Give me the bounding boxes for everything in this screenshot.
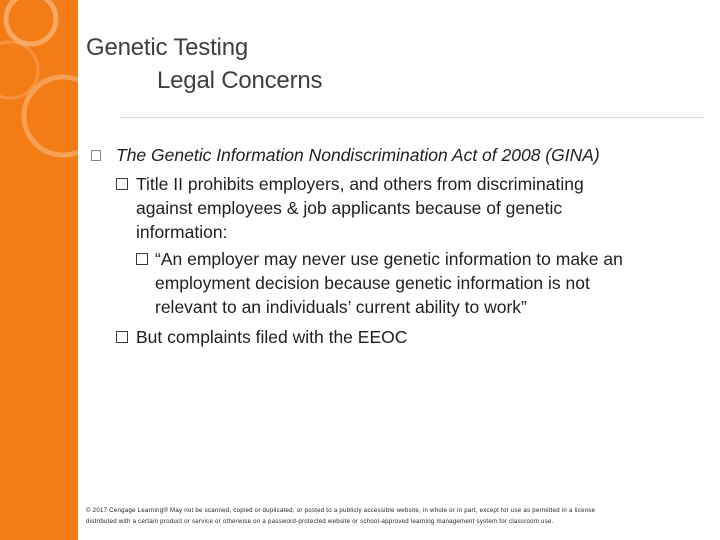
title-line-2: Legal Concerns (157, 67, 323, 94)
title-line-1: Genetic Testing (86, 34, 248, 61)
bullet-level3-line: employment decision because genetic information is not (155, 273, 590, 293)
bullet-level2-line: Title II prohibits employers, and others from discriminating (136, 174, 584, 194)
bullet-icon (91, 150, 101, 161)
bullet-level1-text: The Genetic Information Nondiscrimination Act of 2008 (GINA) (116, 145, 600, 165)
bullet-icon (136, 253, 148, 265)
copyright-footer (86, 505, 716, 527)
footer-line: distributed with a certain product or service or otherwise on a password-protected website or school-approved learning management system for classroom use. (86, 518, 554, 525)
bullet-level2-line: against employees & job applicants because of genetic (136, 198, 563, 218)
bullet-level2-line: information: (136, 222, 228, 242)
bullet-level3-line: relevant to an individuals’ current ability to work” (155, 297, 527, 317)
bullet-level3-line: “An employer may never use genetic information to make an (155, 249, 623, 269)
footer-line: © 2017 Cengage Learning® May not be scanned, copied or duplicated, or posted to a publicly accessible website, in whole or in part, except for use as permitted in a license (86, 507, 596, 514)
bullet-icon (116, 178, 128, 190)
bullet-level2-text: But complaints filed with the EEOC (136, 327, 408, 347)
bullet-icon (116, 331, 128, 343)
